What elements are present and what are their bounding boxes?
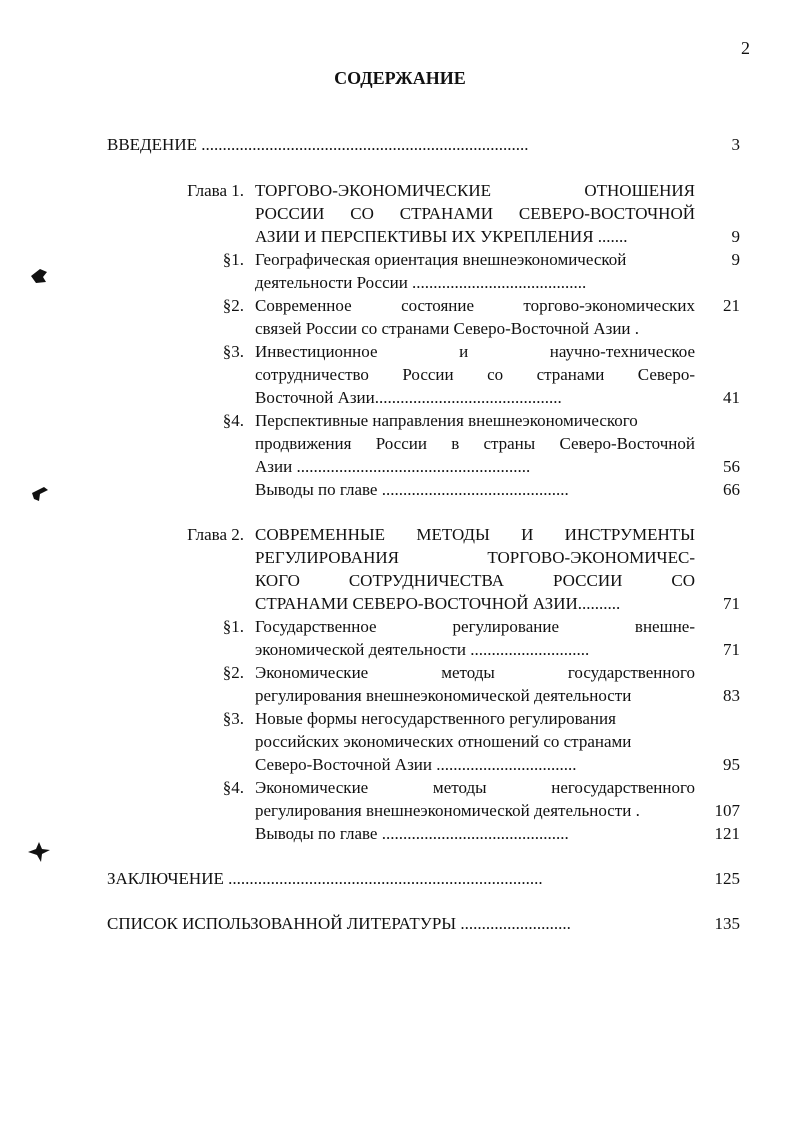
section-page: 83	[723, 686, 740, 705]
section-line: регулирования внешнеэкономической деятельности	[255, 686, 632, 705]
page-title: СОДЕРЖАНИЕ	[334, 68, 466, 88]
section-line: Экономические методы негосударственного	[255, 778, 695, 797]
chapter1-conclusions-page: 66	[723, 480, 740, 499]
section-line: регулирования внешнеэкономической деятельности .	[255, 801, 640, 820]
section-page: 95	[723, 755, 740, 774]
section-line: экономической деятельности ............................	[255, 640, 590, 659]
section-line: Географическая ориентация внешнеэкономической	[255, 250, 627, 269]
section-line: российских экономических отношений со странами	[255, 732, 632, 751]
chapter2-title-line: РЕГУЛИРОВАНИЯ ТОРГОВО-ЭКОНОМИЧЕС-	[255, 548, 695, 567]
chapter1-title-line: ТОРГОВО-ЭКОНОМИЧЕСКИЕ ОТНОШЕНИЯ	[255, 181, 695, 200]
section-line: Перспективные направления внешнеэкономического	[255, 411, 638, 430]
toc-bibliography-label: СПИСОК ИСПОЛЬЗОВАННОЙ ЛИТЕРАТУРЫ ..........................	[107, 914, 571, 933]
chapter1-title-line: РОССИИ СО СТРАНАМИ СЕВЕРО-ВОСТОЧНОЙ	[255, 204, 695, 223]
section-line: Современное состояние торгово-экономических	[255, 296, 695, 315]
scan-speck-icon	[26, 840, 52, 864]
section-page: 71	[723, 640, 740, 659]
scan-speck-icon	[28, 266, 50, 286]
toc-conclusion-page: 125	[714, 869, 740, 888]
chapter2-conclusions-page: 121	[714, 824, 740, 843]
section-label: §2.	[222, 663, 244, 682]
chapter1-page: 9	[731, 227, 740, 246]
section-line: продвижения России в страны Северо-Восточной	[255, 434, 695, 453]
section-line: Государственное регулирование внешне-	[255, 617, 695, 636]
section-label: §3.	[222, 342, 244, 361]
chapter1-conclusions-label: Выводы по главе ............................................	[255, 480, 569, 499]
chapter2-title-line: СОВРЕМЕННЫЕ МЕТОДЫ И ИНСТРУМЕНТЫ	[255, 525, 695, 544]
section-page: 107	[714, 801, 740, 820]
section-line: Экономические методы государственного	[255, 663, 695, 682]
toc-intro-page: 3	[731, 135, 740, 154]
section-page: 9	[731, 250, 740, 269]
section-line: Северо-Восточной Азии .................................	[255, 755, 577, 774]
toc-bibliography-page: 135	[714, 914, 740, 933]
chapter2-page: 71	[723, 594, 740, 613]
section-line: Новые формы негосударственного регулирования	[255, 709, 616, 728]
section-page: 21	[723, 296, 740, 315]
section-line: связей России со странами Северо-Восточной Азии .	[255, 319, 640, 338]
section-line: деятельности России .........................................	[255, 273, 587, 292]
chapter1-title-line: АЗИИ И ПЕРСПЕКТИВЫ ИХ УКРЕПЛЕНИЯ .......	[255, 227, 628, 246]
section-label: §2.	[222, 296, 244, 315]
section-page: 56	[723, 457, 740, 476]
section-line: Восточной Азии............................................	[255, 388, 562, 407]
chapter2-title-line: КОГО СОТРУДНИЧЕСТВА РОССИИ СО	[255, 571, 695, 590]
chapter2-conclusions-label: Выводы по главе ............................................	[255, 824, 569, 843]
chapter2-title-line: СТРАНАМИ СЕВЕРО-ВОСТОЧНОЙ АЗИИ..........	[255, 594, 621, 613]
chapter2-label: Глава 2.	[187, 525, 244, 544]
toc-intro-label: ВВЕДЕНИЕ .............................................................................	[107, 135, 529, 154]
scan-speck-icon	[30, 485, 50, 503]
section-label: §1.	[222, 250, 244, 269]
toc-conclusion-label: ЗАКЛЮЧЕНИЕ ..........................................................................	[107, 869, 543, 888]
section-label: §1.	[222, 617, 244, 636]
chapter1-label: Глава 1.	[187, 181, 244, 200]
section-line: Инвестиционное и научно-техническое	[255, 342, 695, 361]
section-label: §4.	[222, 411, 244, 430]
section-label: §4.	[222, 778, 244, 797]
page-number: 2	[741, 38, 750, 58]
section-page: 41	[723, 388, 740, 407]
section-line: Азии .......................................................	[255, 457, 531, 476]
section-line: сотрудничество России со странами Северо-	[255, 365, 695, 384]
section-label: §3.	[222, 709, 244, 728]
